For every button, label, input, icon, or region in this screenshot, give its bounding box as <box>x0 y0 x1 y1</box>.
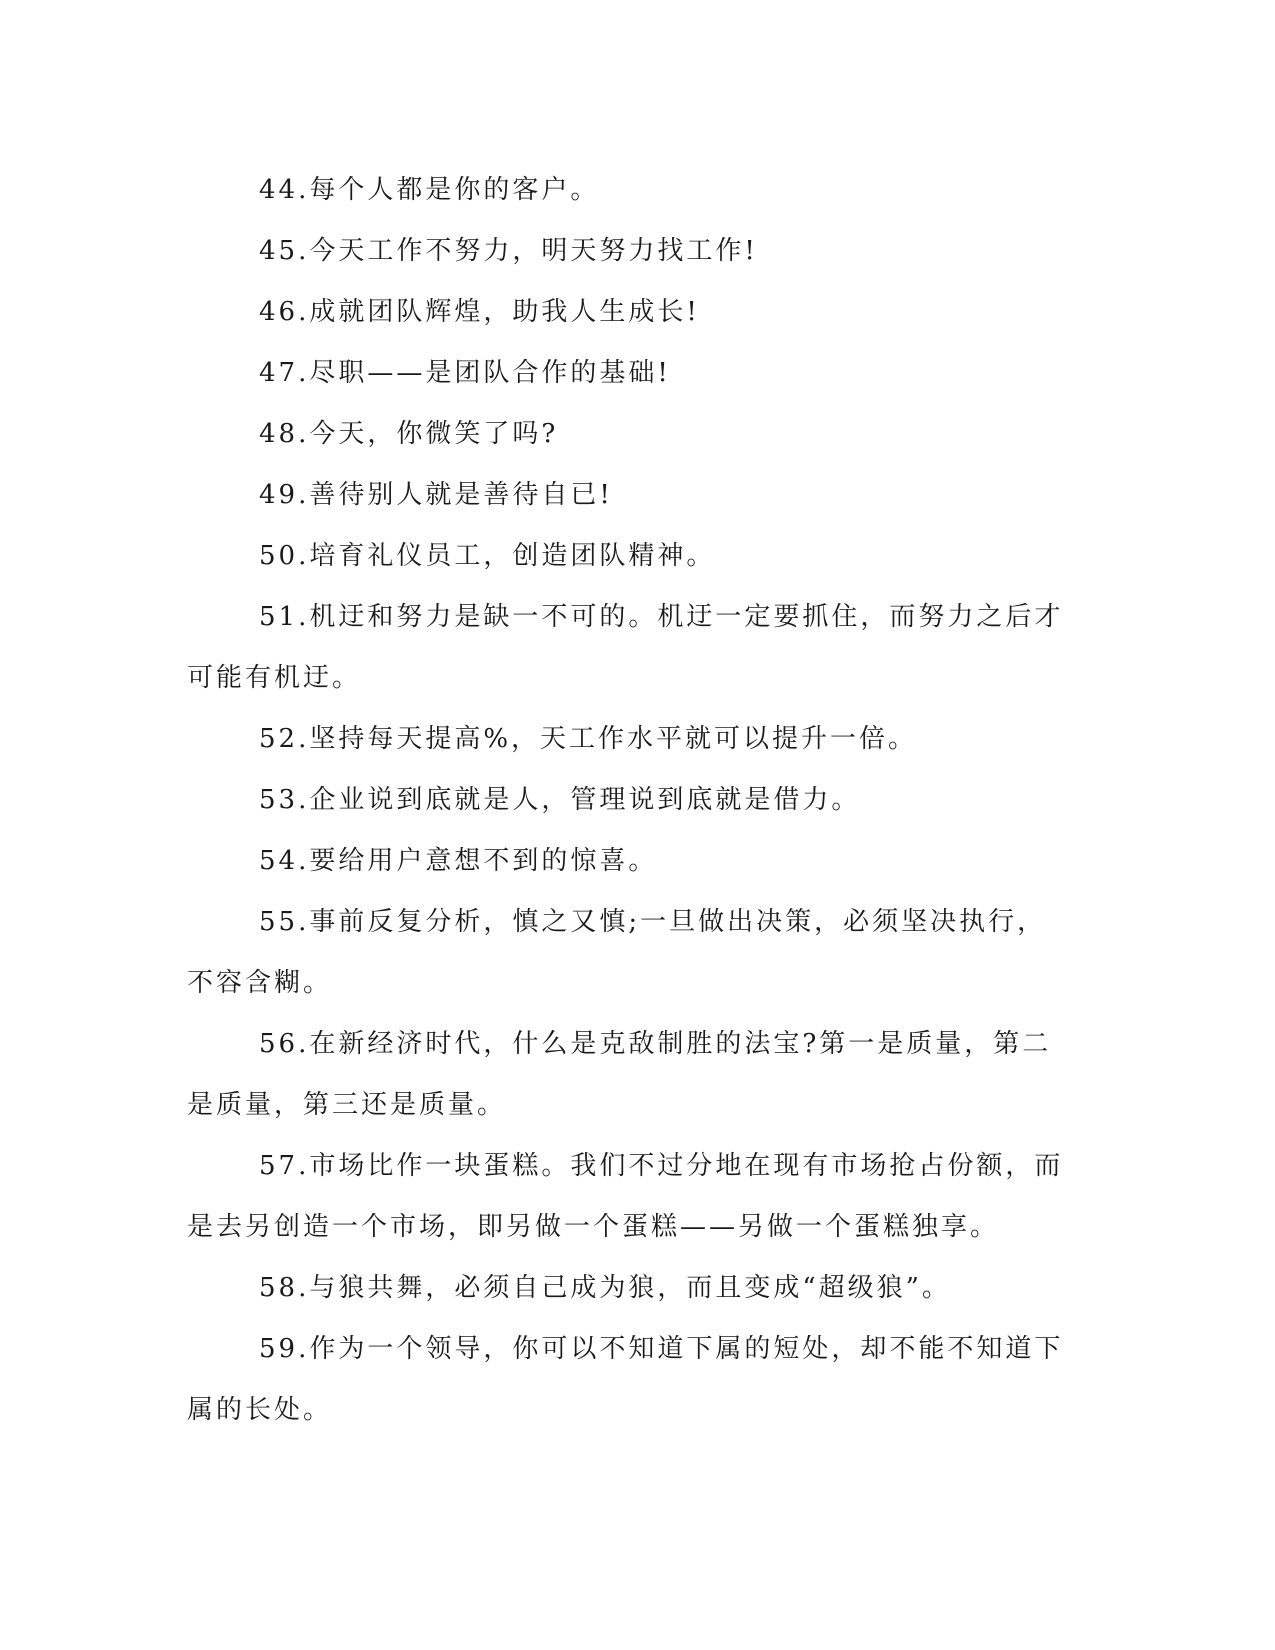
paragraph-52: 52.坚持每天提高%，天工作水平就可以提升一倍。 <box>259 724 918 754</box>
paragraph-59: 59.作为一个领导，你可以不知道下属的短处，却不能不知道下属的长处。 <box>187 1334 1064 1425</box>
paragraph-49: 49.善待别人就是善待自已! <box>259 480 613 510</box>
document-body <box>187 160 1067 1441</box>
paragraph-57: 57.市场比作一块蛋糕。我们不过分地在现有市场抢占份额，而是去另创造一个市场，即另做一个蛋糕——另做一个蛋糕独享。 <box>187 1151 1064 1242</box>
paragraph-48: 48.今天，你微笑了吗? <box>259 419 559 449</box>
paragraph-54: 54.要给用户意想不到的惊喜。 <box>259 846 658 876</box>
paragraph-51: 51.机迂和努力是缺一不可的。机迂一定要抓住，而努力之后才可能有机迂。 <box>187 602 1064 693</box>
paragraph-56: 56.在新经济时代，什么是克敌制胜的法宝?第一是质量，第二是质量，第三还是质量。 <box>187 1029 1052 1120</box>
paragraph-55: 55.事前反复分析，慎之又慎;一旦做出决策，必须坚决执行，不容含糊。 <box>187 907 1047 998</box>
paragraph-47: 47.尽职——是团队合作的基础! <box>259 358 671 388</box>
paragraph-58: 58.与狼共舞，必须自己成为狼，而且变成“超级狼”。 <box>259 1273 951 1303</box>
paragraph-45: 45.今天工作不努力，明天努力找工作! <box>259 236 758 266</box>
paragraph-46: 46.成就团队辉煌，助我人生成长! <box>259 297 700 327</box>
paragraph-50: 50.培育礼仪员工，创造团队精神。 <box>259 541 716 571</box>
paragraph-53: 53.企业说到底就是人，管理说到底就是借力。 <box>259 785 861 815</box>
paragraph-44: 44.每个人都是你的客户。 <box>259 175 600 205</box>
